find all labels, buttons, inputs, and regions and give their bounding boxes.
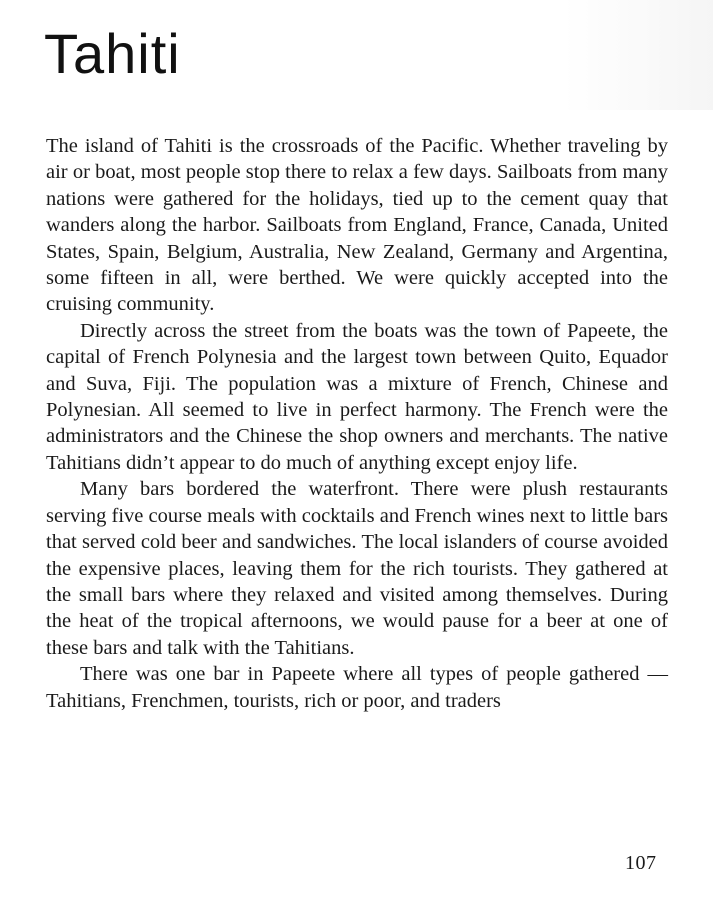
body-text (46, 133, 668, 714)
paragraph-4: There was one bar in Papeete where all types of people gathered — Tahitians, Frenchmen, tourists, rich or poor, and traders (46, 663, 668, 712)
paragraph-2: Directly across the street from the boats was the town of Papeete, the capital of French Polynesia and the largest town between Quito, Equador and Suva, Fiji. The population was a mixture of French, Chinese and Polynesian. All seemed to live in perfect harmony. The French were the administrators and the Chinese the shop owners and merchants. The native Tahitians didn’t appear to do much of anything except enjoy life. (46, 319, 668, 474)
page-number: 107 (625, 852, 657, 874)
paragraph-1: The island of Tahiti is the crossroads of the Pacific. Whether traveling by air or boat, most people stop there to relax a few days. Sailboats from many nations were gathered for the holidays, tied up to the cement quay that wanders along the harbor. Sailboats from England, France, Canada, United States, Spain, Belgium, Australia, New Zealand, Germany and Argentina, some fifteen in all, were berthed. We were quickly accepted into the cruising community. (46, 135, 668, 316)
show-through-shadow (563, 0, 713, 110)
chapter-title: Tahiti (44, 22, 181, 85)
paragraph-3: Many bars bordered the waterfront. There were plush restaurants serving five course meals with cocktails and French wines next to little bars that served cold beer and sandwiches. The local islanders of course avoided the expensive places, leaving them for the rich tourists. They gathered at the small bars where they relaxed and visited among themselves. During the heat of the tropical afternoons, we would pause for a beer at one of these bars and talk with the Tahitians. (46, 478, 668, 659)
